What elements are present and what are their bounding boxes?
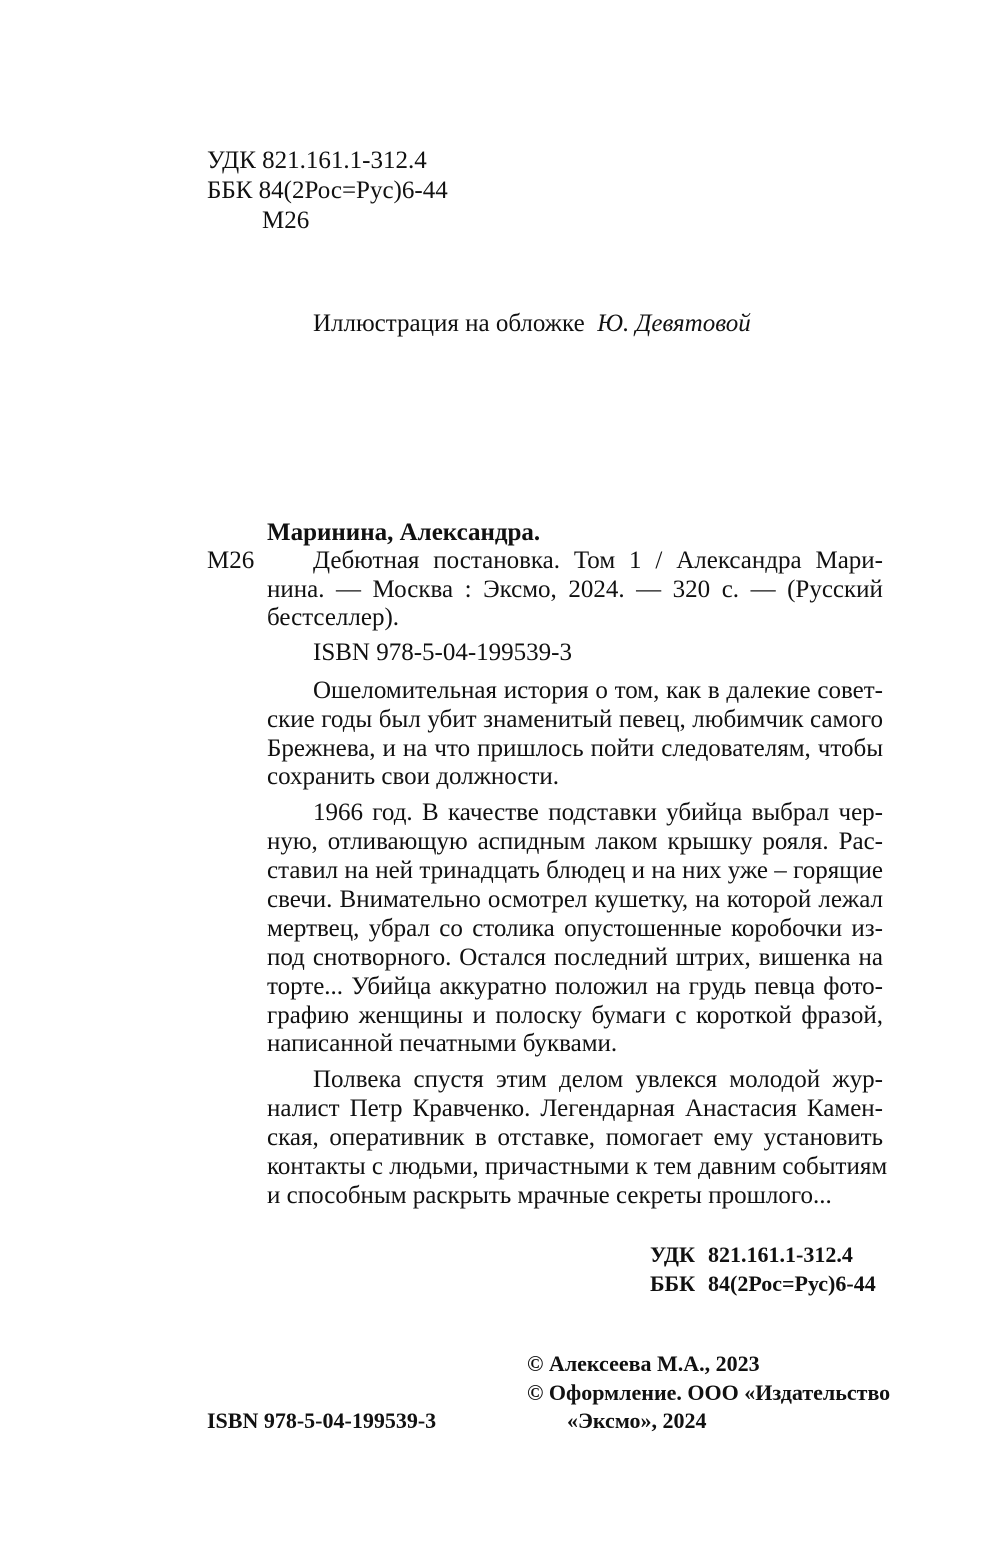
annotation-line: свечи. Внимательно осмотрел кушетку, на которой лежал: [267, 886, 883, 913]
annotation-line: ские годы был убит знаменитый певец, любимчик самого: [267, 706, 883, 733]
author-mark: М26: [262, 207, 310, 234]
record-word: —: [636, 576, 662, 603]
annotation-line: сохранить свои должности.: [267, 763, 560, 790]
record-word: :: [464, 576, 472, 603]
record-word: 2024.: [568, 576, 625, 603]
record-word: нина.: [267, 576, 325, 603]
illustration-label: Иллюстрация на обложке: [313, 310, 585, 337]
annotation-line: торте... Убийца аккуратно положил на грудь певца фото-: [267, 973, 883, 1000]
illustration-artist: Ю. Девятовой: [597, 310, 751, 337]
copyright-design: © Оформление. ООО «Издательство: [527, 1380, 891, 1405]
record-series-line: бестселлер).: [267, 604, 400, 631]
annotation-line: графию женщины и полоску бумаги с короткой фразой,: [267, 1002, 883, 1029]
udk-value: 821.161.1-312.4: [708, 1242, 853, 1267]
record-isbn: ISBN 978-5-04-199539-3: [313, 639, 573, 666]
annotation-line: налист Петр Кравченко. Легендарная Анастасия Камен-: [267, 1095, 883, 1122]
annotation-line: ставил на ней тринадцать блюдец и на них уже – горящие: [267, 857, 883, 884]
record-word: —: [750, 576, 776, 603]
copyright-author: © Алексеева М.А., 2023: [527, 1351, 760, 1376]
annotation-line: Полвека спустя этим делом увлекся молодой жур-: [313, 1066, 883, 1093]
record-publication-line: [267, 575, 883, 605]
udk-label: УДК: [650, 1242, 696, 1267]
udk-code: УДК 821.161.1-312.4: [207, 147, 427, 174]
author-heading: Маринина, Александра.: [267, 519, 541, 546]
bbk-code: ББК 84(2Рос=Рус)6-44: [207, 177, 448, 204]
annotation-line: Брежнева, и на что пришлось пойти следователям, чтобы: [267, 735, 883, 762]
annotation-line: 1966 год. В качестве подставки убийца выбрал чер-: [313, 799, 883, 826]
footer-isbn: ISBN 978-5-04-199539-3: [207, 1408, 437, 1433]
annotation-line: под снотворного. Остался последний штрих, вишенка на: [267, 944, 883, 971]
annotation-line: ская, оперативник в отставке, помогает ему установить: [267, 1124, 883, 1151]
annotation-line: мертвец, убрал со столика опустошенные коробочки из-: [267, 915, 883, 942]
bbk-label: ББК: [650, 1271, 696, 1296]
record-word: (Русский: [787, 576, 883, 603]
annotation-line: Ошеломительная история о том, как в далекие совет-: [313, 677, 883, 704]
record-word: 320: [672, 576, 711, 603]
annotation-line: ную, отливающую аспидным лаком крышку рояля. Рас-: [267, 828, 883, 855]
illustration-credit: [313, 309, 751, 339]
record-word: с.: [721, 576, 740, 603]
record-word: Москва: [372, 576, 454, 603]
annotation-line: и способным раскрыть мрачные секреты прошлого...: [267, 1182, 832, 1209]
record-word: —: [336, 576, 362, 603]
bbk-value: 84(2Рос=Рус)6-44: [708, 1271, 876, 1296]
record-word: Эксмо,: [483, 576, 557, 603]
annotation-line: написанной печатными буквами.: [267, 1030, 618, 1057]
record-author-mark: М26: [207, 547, 255, 574]
copyright-publisher: «Эксмо», 2024: [567, 1408, 707, 1433]
annotation-line: контакты с людьми, причастными к тем давним событиям: [267, 1153, 888, 1180]
record-title-line: Дебютная постановка. Том 1 / Александра Мари-: [313, 547, 883, 574]
